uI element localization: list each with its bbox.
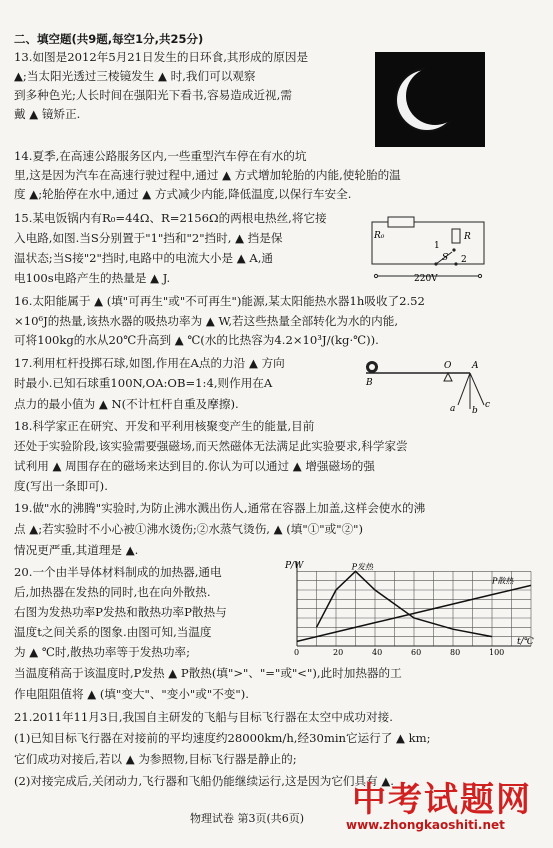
text-line: 后,加热器在发热的同时,也在向外散热. — [14, 585, 211, 599]
y-axis-label: P/W — [285, 561, 304, 571]
text-line: (1)已知目标飞行器在对接前的平均速度约28000km/h,经30min它运行了 ▲ km; — [14, 731, 431, 745]
text-line: 温度t之间关系的图象.由图可知,当温度 — [14, 625, 212, 639]
text-line: ▲;当太阳光透过三棱镜发生 ▲ 时,我们可以观察 — [14, 69, 256, 83]
text-line: ×10⁶J的热量,该热水器的吸热功率为 ▲ W,若这些热量全部转化为水的内能, — [14, 314, 399, 328]
x-tick-label: 0 — [294, 648, 300, 656]
label-r: R — [464, 232, 471, 242]
text-line: 点力的最小值为 ▲ N(不计杠杆自重及摩擦). — [14, 397, 239, 411]
x-tick-label: 40 — [372, 648, 383, 656]
text-line: 还处于实验阶段,该实验需要强磁场,而天然磁体无法满足此实验要求,科学家尝 — [14, 439, 408, 453]
circuit-diagram — [368, 212, 488, 284]
text-line: (2)对接完成后,关闭动力,飞行器和飞船仍能继续运行,这是因为它们具有 ▲. — [14, 774, 394, 788]
text-line: 戴 ▲ 镜矫正. — [14, 107, 81, 121]
text-line: 17.利用杠杆投掷石球,如图,作用在A点的力沿 ▲ 方向 — [14, 356, 285, 370]
watermark-url: www.zhongkaoshiti.net — [346, 818, 505, 832]
text-line: 温状态;当S接"2"挡时,电路中的电流大小是 ▲ A,通 — [14, 251, 274, 265]
text-line: 时最小.已知石球重100N,OA:OB=1:4,则作用在A — [14, 376, 273, 390]
label-dir-c: c — [485, 400, 491, 410]
x-tick-label: 100 — [489, 648, 505, 656]
x-axis-label: t/℃ — [517, 637, 534, 647]
label-dir-a: a — [450, 404, 456, 414]
label-voltage: 220V — [414, 274, 438, 284]
text-line: 20.一个由半导体材料制成的加热器,通电 — [14, 565, 222, 579]
text-line: 作电阻阻值将 ▲ (填"变大"、"变小"或"不变"). — [14, 687, 249, 701]
text-line: 13.如图是2012年5月21日发生的日环食,其形成的原因是 — [14, 50, 309, 64]
watermark-logo: 中考试题网 — [352, 780, 532, 820]
label-a: A — [472, 361, 479, 371]
label-o: O — [444, 361, 452, 371]
text-line: 入电路,如图.当S分别置于"1"挡和"2"挡时, ▲ 挡是保 — [14, 231, 283, 245]
text-line: 里,这是因为汽车在高速行驶过程中,通过 ▲ 方式增加轮胎的内能,使轮胎的温 — [14, 168, 401, 182]
series-label-p-heat: P发热 — [351, 562, 373, 572]
text-line: 右图为发热功率P发热和散热功率P散热与 — [14, 605, 227, 619]
text-line: 试利用 ▲ 周围存在的磁场来达到目的.你认为可以通过 ▲ 增强磁场的强 — [14, 459, 375, 473]
text-line: 到多种色光;人长时间在强阳光下看书,容易造成近视,需 — [14, 88, 292, 102]
text-line: 21.2011年11月3日,我国自主研发的飞船与目标飞行器在太空中成功对接. — [14, 710, 393, 724]
text-line: 19.做"水的沸腾"实验时,为防止沸水溅出伤人,通常在容器上加盖,这样会使水的沸 — [14, 501, 426, 515]
text-line: 16.太阳能属于 ▲ (填"可再生"或"不可再生")能源,某太阳能热水器1h吸收了2.52 — [14, 294, 425, 308]
text-line: 点 ▲;若实验时不小心被①沸水烫伤;②水蒸气烫伤, ▲ (填"①"或"②") — [14, 522, 364, 536]
text-line: 情况更严重,其道理是 ▲. — [14, 543, 139, 557]
x-tick-label: 20 — [333, 648, 344, 656]
text-line: 18.科学家正在研究、开发和平利用核聚变产生的能量,目前 — [14, 419, 315, 433]
text-line: 电100s电路产生的热量是 ▲ J. — [14, 271, 171, 285]
x-tick-label: 60 — [411, 648, 422, 656]
label-pos2: 2 — [461, 255, 467, 265]
label-r0: R₀ — [374, 231, 385, 241]
series-line-p-heat — [317, 571, 493, 636]
label-s: S — [442, 253, 449, 263]
lever-diagram — [362, 355, 492, 415]
section-title: 二、填空题(共9题,每空1分,共25分) — [14, 32, 204, 46]
label-pos1: 1 — [434, 241, 440, 251]
label-dir-b: b — [472, 406, 478, 415]
series-label-p-dissipate: P散热 — [492, 576, 514, 586]
solar-eclipse-photo — [375, 52, 485, 147]
text-line: 14.夏季,在高速公路服务区内,一些重型汽车停在有水的坑 — [14, 149, 307, 163]
text-line: 度 ▲;轮胎停在水中,通过 ▲ 方式减少内能,降低温度,以保行车安全. — [14, 187, 352, 201]
power-temperature-chart — [283, 558, 543, 656]
text-line: 当温度稍高于该温度时,P发热 ▲ P散热(填">"、"="或"<"),此时加热器的工 — [14, 666, 402, 680]
label-b: B — [366, 378, 373, 388]
text-line: 度(写出一条即可). — [14, 479, 108, 493]
text-line: 它们成功对接后,若以 ▲ 为参照物,目标飞行器是静止的; — [14, 752, 297, 766]
page-footer: 物理试卷 第3页(共6页) — [190, 812, 305, 825]
text-line: 为 ▲ ℃时,散热功率等于发热功率; — [14, 645, 190, 659]
text-line: 可将100kg的水从20℃升高到 ▲ ℃(水的比热容为4.2×10³J/(kg·℃)). — [14, 333, 379, 347]
x-tick-label: 80 — [450, 648, 461, 656]
text-line: 15.某电饭锅内有R₀=44Ω、R=2156Ω的两根电热丝,将它接 — [14, 211, 327, 225]
